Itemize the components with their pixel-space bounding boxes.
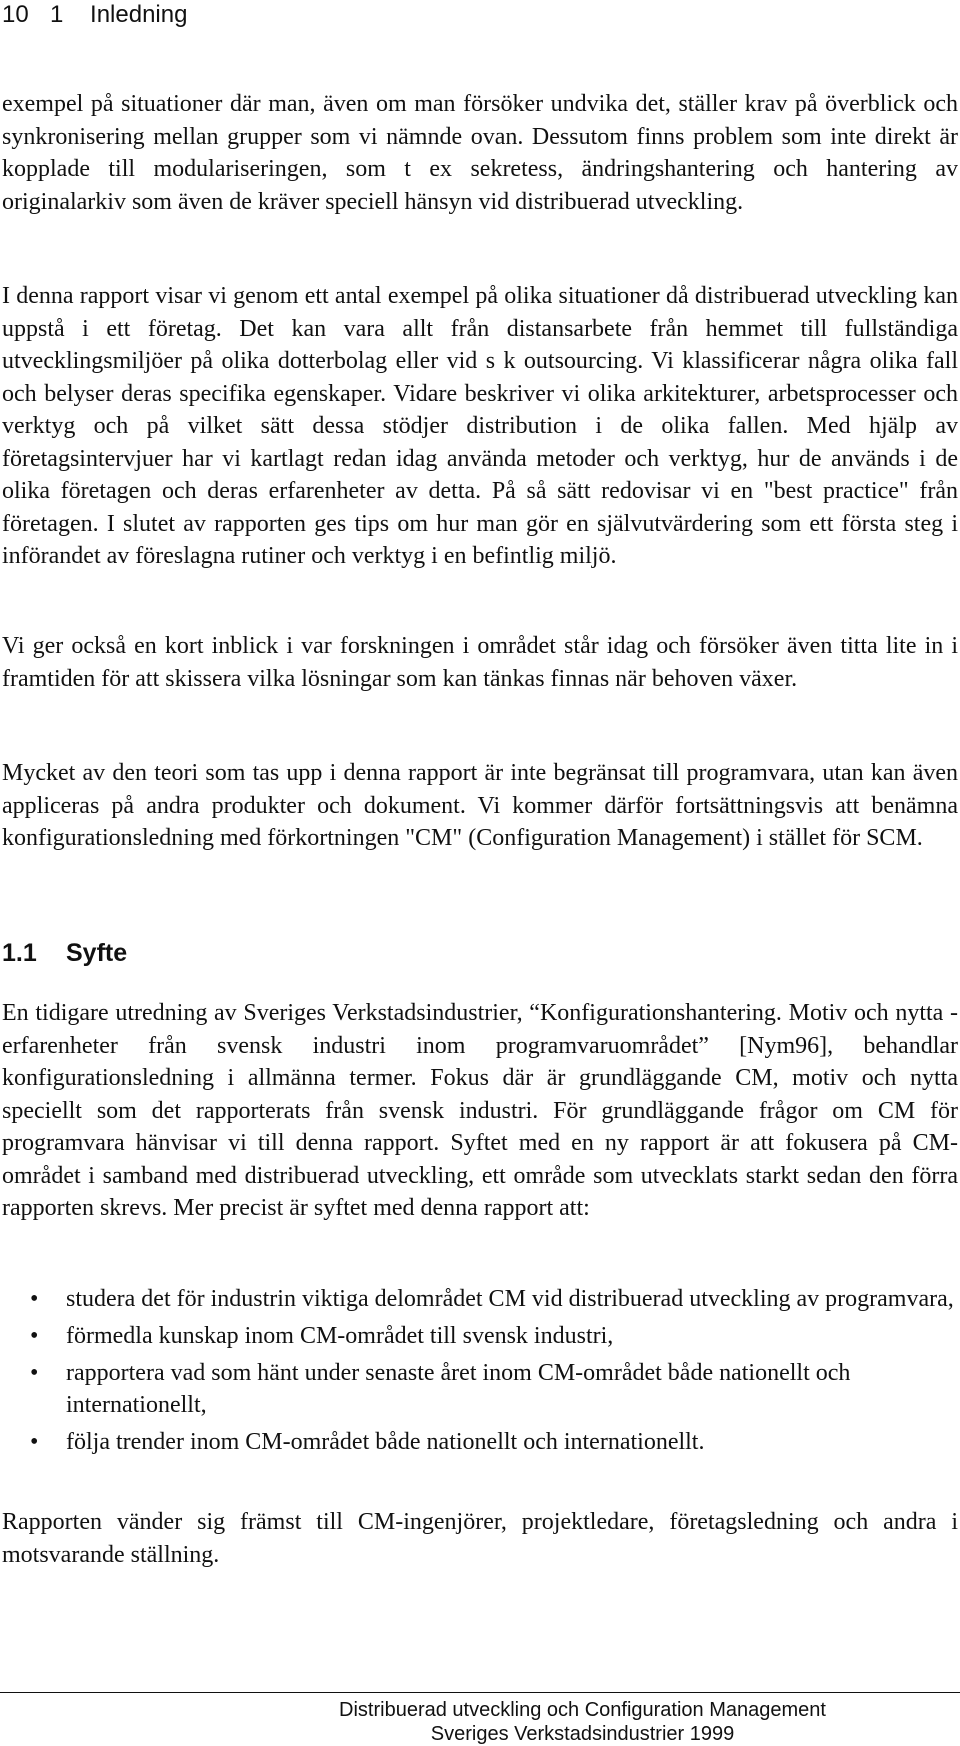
bullet-icon: • bbox=[30, 1360, 39, 1386]
bullet-icon: • bbox=[30, 1286, 39, 1312]
paragraph-audience: Rapporten vänder sig främst till CM-ingenjörer, projektledare, företagsledning och andra i motsvarande ställning. bbox=[2, 1509, 958, 1568]
list-item bbox=[2, 1426, 958, 1458]
list-item-text: rapportera vad som hänt under senaste året inom CM-området både nationellt och internationellt, bbox=[66, 1360, 851, 1418]
list-item bbox=[2, 1357, 958, 1421]
footer-title: Distribuerad utveckling och Configuration Management bbox=[339, 1699, 826, 1721]
chapter-title: Inledning bbox=[90, 1, 188, 28]
paragraph-purpose: En tidigare utredning av Sveriges Verkstadsindustrier, “Konfigurationshantering. Motiv och nytta - erfarenheter från svensk industri inom programvaruområdet” [Nym96], behandlar konfigurationsledning i allmänna termer. Fokus där är grundläggande CM, motiv och nytta speciellt som det rapporterats från svensk industri. För grundläggande frågor om CM för programvara hänvisar vi till denna rapport. Syftet med en ny rapport är att fokusera på CM-området i samband med distribuerad utveckling, ett område som utvecklats starkt sedan den förra rapporten skrevs. Mer precist är syftet med denna rapport att: bbox=[2, 1000, 958, 1221]
bullet-icon: • bbox=[30, 1429, 39, 1455]
list-item bbox=[2, 1283, 958, 1315]
paragraph-report-overview: I denna rapport visar vi genom ett antal exempel på olika situationer då distribuerad utveckling kan uppstå i ett företag. Det kan vara allt från distansarbete från hemmet till fullständiga utvecklingsmiljöer på olika dotterbolag eller vid s k outsourcing. Vi klassificerar några olika fall och belyser deras specifika egenskaper. Vidare beskriver vi olika arkitekturer, arbetsprocesser och verktyg och på vilket sätt dessa stödjer distribution i de olika fallen. Med hjälp av företagsintervjuer har vi kartlagt redan idag använda metoder och verktyg, hur de används i de olika företagen och deras erfarenheter av detta. På så sätt redovisar vi en "best practice" från företagen. I slutet av rapporten ges tips om hur man gör en självutvärdering som ett första steg i införandet av föreslagna rutiner och verktyg i en befintlig miljö. bbox=[2, 283, 958, 569]
list-item bbox=[2, 1320, 958, 1352]
purpose-bullet-list bbox=[2, 1283, 958, 1463]
running-header bbox=[2, 0, 187, 30]
footer-divider bbox=[0, 1692, 960, 1693]
paragraph-research-outlook: Vi ger också en kort inblick i var forskningen i området står idag och försöker även titta lite in i framtiden för att skissera vilka lösningar som kan tänkas finnas när behoven växer. bbox=[2, 633, 958, 692]
paragraph-intro-continued: exempel på situationer där man, även om man försöker undvika det, ställer krav på överblick och synkronisering mellan grupper som vi nämnde ovan. Dessutom finns problem som inte direkt är kopplade till modulariseringen, som t ex sekretess, ändringshantering och hantering av originalarkiv som även de kräver speciell hänsyn vid distribuerad utveckling. bbox=[2, 91, 958, 215]
page-number: 10 bbox=[2, 1, 29, 28]
section-number: 1.1 bbox=[2, 939, 37, 967]
bullet-icon: • bbox=[30, 1323, 39, 1349]
footer-publisher: Sveriges Verkstadsindustrier 1999 bbox=[430, 1723, 735, 1745]
section-heading bbox=[2, 938, 127, 968]
paragraph-cm-terminology: Mycket av den teori som tas upp i denna rapport är inte begränsat till programvara, utan kan även appliceras på andra produkter och dokument. Vi kommer därför fortsättningsvis att benämna konfigurationsledning med förkortningen "CM" (Configuration Management) i stället för SCM. bbox=[2, 760, 958, 851]
chapter-number: 1 bbox=[50, 1, 64, 28]
list-item-text: förmedla kunskap inom CM-området till svensk industri, bbox=[66, 1323, 614, 1349]
list-item-text: studera det för industrin viktiga delområdet CM vid distribuerad utveckling av programvara, bbox=[66, 1286, 954, 1312]
page-footer bbox=[0, 1698, 960, 1746]
list-item-text: följa trender inom CM-området både nationellt och internationellt. bbox=[66, 1429, 705, 1455]
section-title: Syfte bbox=[66, 939, 128, 967]
